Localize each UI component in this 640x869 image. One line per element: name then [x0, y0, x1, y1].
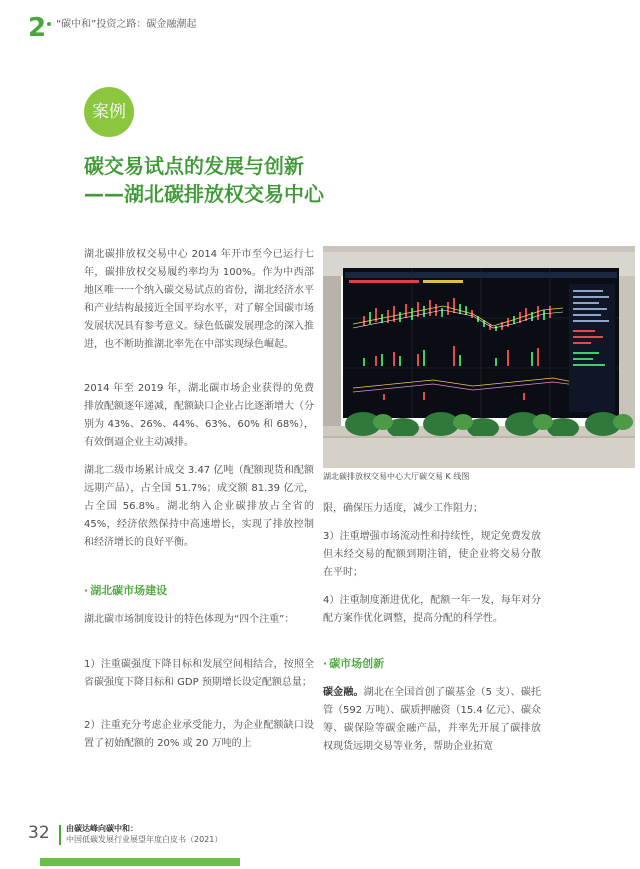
footer-report-title: 由碳达峰向碳中和： [66, 824, 138, 833]
article-title: 碳交易试点的发展与创新 [84, 154, 304, 178]
footer-accent-bar [40, 858, 240, 866]
article-subtitle: ——湖北碳排放权交易中心 [84, 182, 324, 206]
left-paragraph-3: 湖北二级市场累计成交 3.47 亿吨（配额现货和配额远期产品），占全国 51.7%；成交额 81.39 亿元，占全国 56.8%。湖北纳入企业碳排放占全省的 45%，经济依然保持中高速增长，实现了排放控制和经济增长的良好平衡。 [84, 465, 314, 548]
chapter-number: 2 [28, 13, 47, 43]
section-heading-text: 湖北碳市场建设 [90, 584, 168, 597]
section-heading-market-construction [84, 583, 314, 599]
section-bullet: · [84, 584, 89, 597]
page-number: 32 [28, 823, 50, 843]
trading-hall-photo [323, 246, 635, 468]
paragraph-body: 湖北在全国首创了碳基金（5 支）、碳托管（592 万吨）、碳质押融资（15.4 亿元）、碳众筹、碳保险等碳金融产品，并率先开展了碳排放权现货远期交易等业务，帮助企业拓宽 [323, 687, 542, 752]
footer-divider [59, 825, 61, 845]
section-heading-market-innovation [323, 656, 541, 672]
photo-caption: 湖北碳排放权交易中心大厅碳交易 K 线图 [323, 472, 470, 481]
running-title: “碳中和”投资之路：碳金融潮起 [56, 19, 197, 30]
paragraph-lead: 碳金融。 [323, 687, 364, 698]
left-paragraph-5: 1）注重碳强度下降目标和发展空间相结合，按照全省碳强度下降目标和 GDP 预期增长设定配额总量； [84, 659, 314, 688]
left-paragraph-4: 湖北碳市场制度设计的特色体现为“四个注重”： [84, 614, 295, 625]
section-heading-text: 碳市场创新 [329, 657, 385, 670]
left-paragraph-2: 2014 年至 2019 年，湖北碳市场企业获得的免费排放配额逐年递减，配额缺口企业占比逐渐增大（分别为 43%、26%、44%、63%、60% 和 68%），有效倒逼企业主动减排。 [84, 383, 314, 448]
right-paragraph-1: 限，确保压力适度，减少工作阻力； [323, 503, 483, 514]
section-bullet: · [323, 657, 328, 670]
footer-report-subtitle: 中国低碳发展行业展望年度白皮书（2021） [66, 835, 223, 844]
right-paragraph-3: 4）注重制度渐进优化，配额一年一发，每年对分配方案作优化调整，提高分配的科学性。 [323, 595, 541, 624]
case-badge: 案例 [84, 87, 134, 137]
left-paragraph-6: 2）注重充分考虑企业承受能力，为企业配额缺口设置了初始配额的 20% 或 20 万吨的上 [84, 720, 314, 749]
right-paragraph-4 [323, 684, 541, 756]
right-paragraph-2: 3）注重增强市场流动性和持续性，规定免费发放但未经交易的配额到期注销，使企业将交易分散在平时； [323, 531, 541, 578]
left-paragraph-1: 湖北碳排放权交易中心 2014 年开市至今已运行七年，碳排放权交易履约率均为 100%。作为中西部地区唯一一个纳入碳交易试点的省份，湖北经济水平和产业结构最接近全国平均水平，对了解全国碳市场发展状况具有参考意义。绿色低碳发展理念的深入推进，也不断助推湖北率先在中部实现绿色崛起。 [84, 249, 314, 350]
chapter-dot [47, 22, 51, 26]
